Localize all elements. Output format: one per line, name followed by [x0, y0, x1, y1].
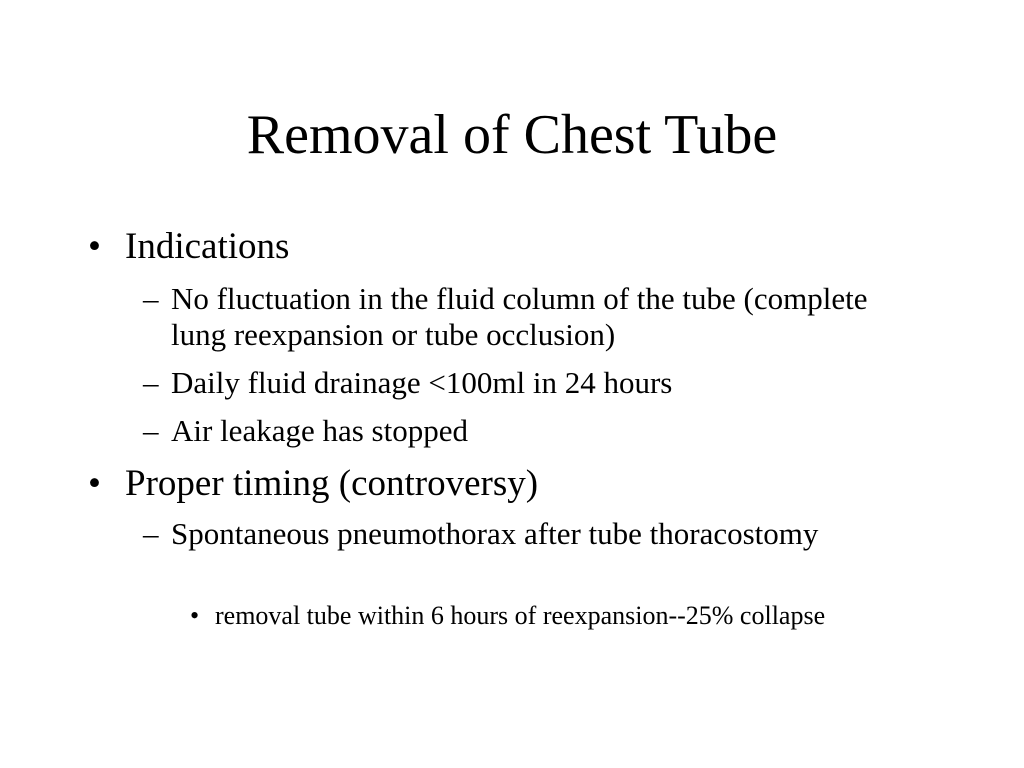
- sub-bullet-no-fluctuation: [143, 281, 923, 353]
- bullet-marker: •: [190, 601, 200, 630]
- dash-marker: –: [143, 413, 159, 448]
- sub-bullet-air-leakage: [143, 413, 923, 449]
- dash-marker: –: [143, 281, 159, 316]
- sub-bullet-text: Spontaneous pneumothorax after tube thoracostomy: [171, 516, 819, 551]
- bullet-marker: •: [88, 463, 101, 504]
- dash-marker: –: [143, 516, 159, 551]
- sub-bullet-spontaneous-pneumothorax: [143, 516, 923, 552]
- sub-bullet-text: Air leakage has stopped: [171, 413, 468, 448]
- sub-bullet-text: Daily fluid drainage <100ml in 24 hours: [171, 365, 673, 400]
- bullet-text: Proper timing (controversy): [125, 463, 539, 504]
- slide-title: Removal of Chest Tube: [246, 104, 778, 166]
- dash-marker: –: [143, 365, 159, 400]
- bullet-proper-timing: [88, 463, 948, 505]
- bullet-text: Indications: [125, 226, 290, 267]
- sub-sub-bullet-removal-tube: [190, 600, 910, 632]
- bullet-indications: [88, 226, 948, 268]
- sub-bullet-daily-drainage: [143, 365, 923, 401]
- sub-sub-bullet-text: removal tube within 6 hours of reexpansion--25% collapse: [215, 601, 826, 630]
- bullet-marker: •: [88, 226, 101, 267]
- sub-bullet-text: No fluctuation in the fluid column of the tube (complete lung reexpansion or tube occlusion): [171, 281, 868, 352]
